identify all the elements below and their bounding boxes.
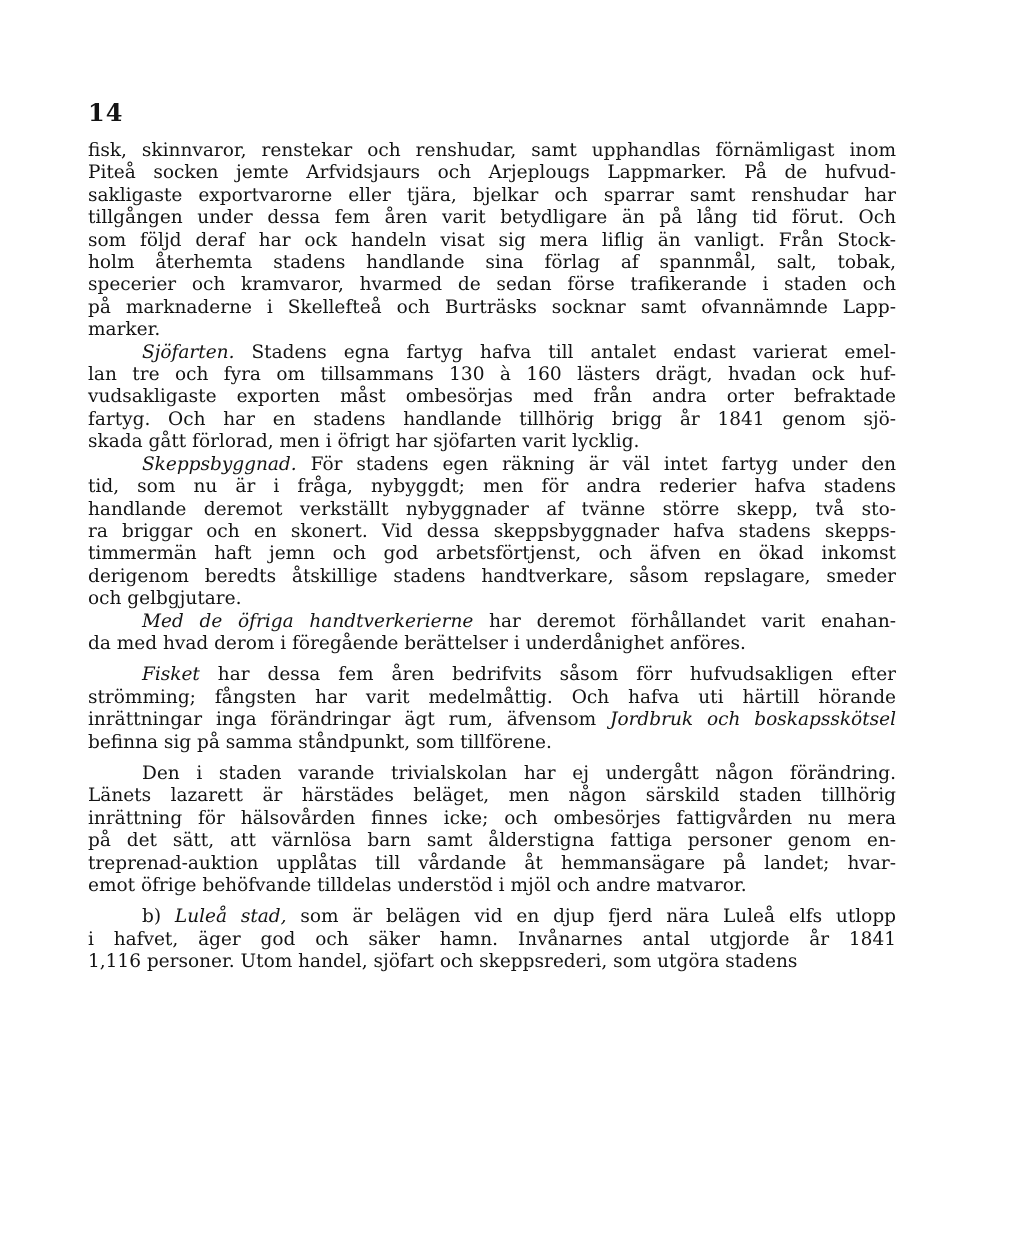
- text-line: [88, 499, 896, 521]
- italic-run: Fisket: [142, 664, 200, 686]
- text-line: [88, 588, 896, 610]
- text-line: [88, 162, 896, 184]
- text-line: [88, 951, 896, 973]
- text-run: på det sätt, att värnlösa barn samt ålderstigna fattiga personer genom en-: [88, 830, 896, 852]
- text-line: [88, 252, 896, 274]
- text-line: [88, 732, 896, 754]
- text-line: [88, 230, 896, 252]
- text-run: da med hvad derom i föregående berättelser i underdånighet anföres.: [88, 632, 746, 654]
- text-run: derigenom beredts åtskillige stadens handtverkare, såsom repslagare, smeder: [88, 565, 896, 587]
- text-line: [88, 364, 896, 386]
- text-run: strömming; fångsten har varit medelmåttig. Och hafva uti härtill hörande: [88, 686, 896, 708]
- text-line: [88, 274, 896, 296]
- text-run: och gelbgjutare.: [88, 588, 242, 610]
- text-run: b): [142, 906, 175, 928]
- text-run: fisk, skinnvaror, renstekar och renshudar, samt upphandlas förnämligast inom: [88, 140, 896, 161]
- text-run: har deremot förhållandet varit enahan-: [473, 610, 896, 632]
- text-line: [88, 386, 896, 408]
- text-line: [88, 140, 896, 162]
- text-line: [88, 611, 896, 633]
- text-run: För stadens egen räkning är väl intet fartyg under den: [296, 453, 896, 475]
- text-line: [88, 454, 896, 476]
- text-run: vudsakligaste exporten måst ombesörjas med från andra orter befraktade: [88, 386, 896, 408]
- text-line: [88, 543, 896, 565]
- text-run: timmermän haft jemn och god arbetsförtjenst, och äfven en ökad inkomst: [88, 543, 896, 565]
- text-run: inrättningar inga förändringar ägt rum, äfvensom: [88, 709, 611, 731]
- text-run: handlande deremot verkställt nybyggnader af tvänne större skepp, två sto-: [88, 498, 896, 520]
- italic-run: Luleå stad,: [174, 906, 287, 928]
- italic-run: Med de öfriga handtverkerierne: [142, 610, 474, 632]
- text-line: [88, 319, 896, 341]
- text-line: [88, 185, 896, 207]
- text-line: [88, 687, 896, 709]
- text-line: [88, 476, 896, 498]
- text-line: [88, 664, 896, 686]
- text-run: i hafvet, äger god och säker hamn. Invånarnes antal utgjorde år 1841: [88, 928, 896, 950]
- text-run: holm återhemta stadens handlande sina förlag af spannmål, salt, tobak,: [88, 252, 896, 274]
- text-run: marker.: [88, 319, 161, 341]
- text-run: lan tre och fyra om tillsammans 130 à 160 lästers drägt, hvadan ock huf-: [88, 364, 896, 386]
- text-run: som följd deraf har ock handeln visat sig mera liflig än vanligt. Från Stock-: [88, 229, 896, 251]
- text-line: [88, 763, 896, 785]
- text-run: treprenad-auktion upplåtas till vårdande åt hemmansägare på landet; hvar-: [88, 852, 896, 874]
- text-line: [88, 709, 896, 731]
- text-line: [88, 207, 896, 229]
- text-line: [88, 906, 896, 928]
- text-line: [88, 521, 896, 543]
- text-run: på marknaderne i Skellefteå och Burträsks socknar samt ofvannämnde Lapp-: [88, 296, 896, 318]
- text-run: tid, som nu är i fråga, nybyggdt; men för andra rederier hafva stadens: [88, 476, 896, 498]
- page-number: 14: [88, 98, 124, 127]
- text-line: [88, 929, 896, 951]
- text-line: [88, 830, 896, 852]
- text-line: [88, 297, 896, 319]
- text-line: [88, 342, 896, 364]
- italic-run: Jordbruk och boskapsskötsel: [610, 709, 896, 731]
- text-line: [88, 431, 896, 453]
- text-run: tillgången under dessa fem åren varit betydligare än på lång tid förut. Och: [88, 207, 896, 229]
- text-run: inrättning för hälsovården finnes icke; och ombesörjes fattigvården nu mera: [88, 807, 896, 829]
- text-run: har dessa fem åren bedrifvits såsom förr hufvudsakligen efter: [199, 664, 896, 686]
- text-line: [88, 633, 896, 655]
- text-run: fartyg. Och har en stadens handlande tillhörig brigg år 1841 genom sjö-: [88, 408, 896, 430]
- text-line: [88, 875, 896, 897]
- text-line: [88, 566, 896, 588]
- text-run: Den i staden varande trivialskolan har ej undergått någon förändring.: [142, 762, 896, 784]
- text-run: befinna sig på samma ståndpunkt, som tillförene.: [88, 731, 552, 753]
- text-run: Stadens egna fartyg hafva till antalet endast varierat emel-: [234, 341, 896, 363]
- text-run: 1,116 personer. Utom handel, sjöfart och skeppsrederi, som utgöra stadens: [88, 951, 798, 973]
- text-run: specerier och kramvaror, hvarmed de sedan förse trafikerande i staden och: [88, 274, 896, 296]
- text-run: skada gått förlorad, men i öfrigt har sjöfarten varit lycklig.: [88, 431, 640, 453]
- italic-run: Skeppsbyggnad.: [142, 453, 297, 475]
- text-line: [88, 785, 896, 807]
- text-run: Piteå socken jemte Arfvidsjaurs och Arjeplougs Lappmarker. På de hufvud-: [88, 162, 896, 184]
- text-run: sakligaste exportvarorne eller tjära, bjelkar och sparrar samt renshudar har: [88, 184, 896, 206]
- text-run: ra briggar och en skonert. Vid dessa skeppsbyggnader hafva stadens skepps-: [88, 520, 896, 542]
- text-run: Länets lazarett är härstädes beläget, men någon särskild staden tillhörig: [88, 785, 896, 807]
- text-run: som är belägen vid en djup fjerd nära Luleå elfs utlopp: [286, 906, 896, 928]
- text-run: emot öfrige behöfvande tilldelas understöd i mjöl och andre matvaror.: [88, 875, 747, 896]
- italic-run: Sjöfarten.: [142, 341, 235, 363]
- body-text: [88, 140, 896, 974]
- text-line: [88, 808, 896, 830]
- text-line: [88, 853, 896, 875]
- text-line: [88, 409, 896, 431]
